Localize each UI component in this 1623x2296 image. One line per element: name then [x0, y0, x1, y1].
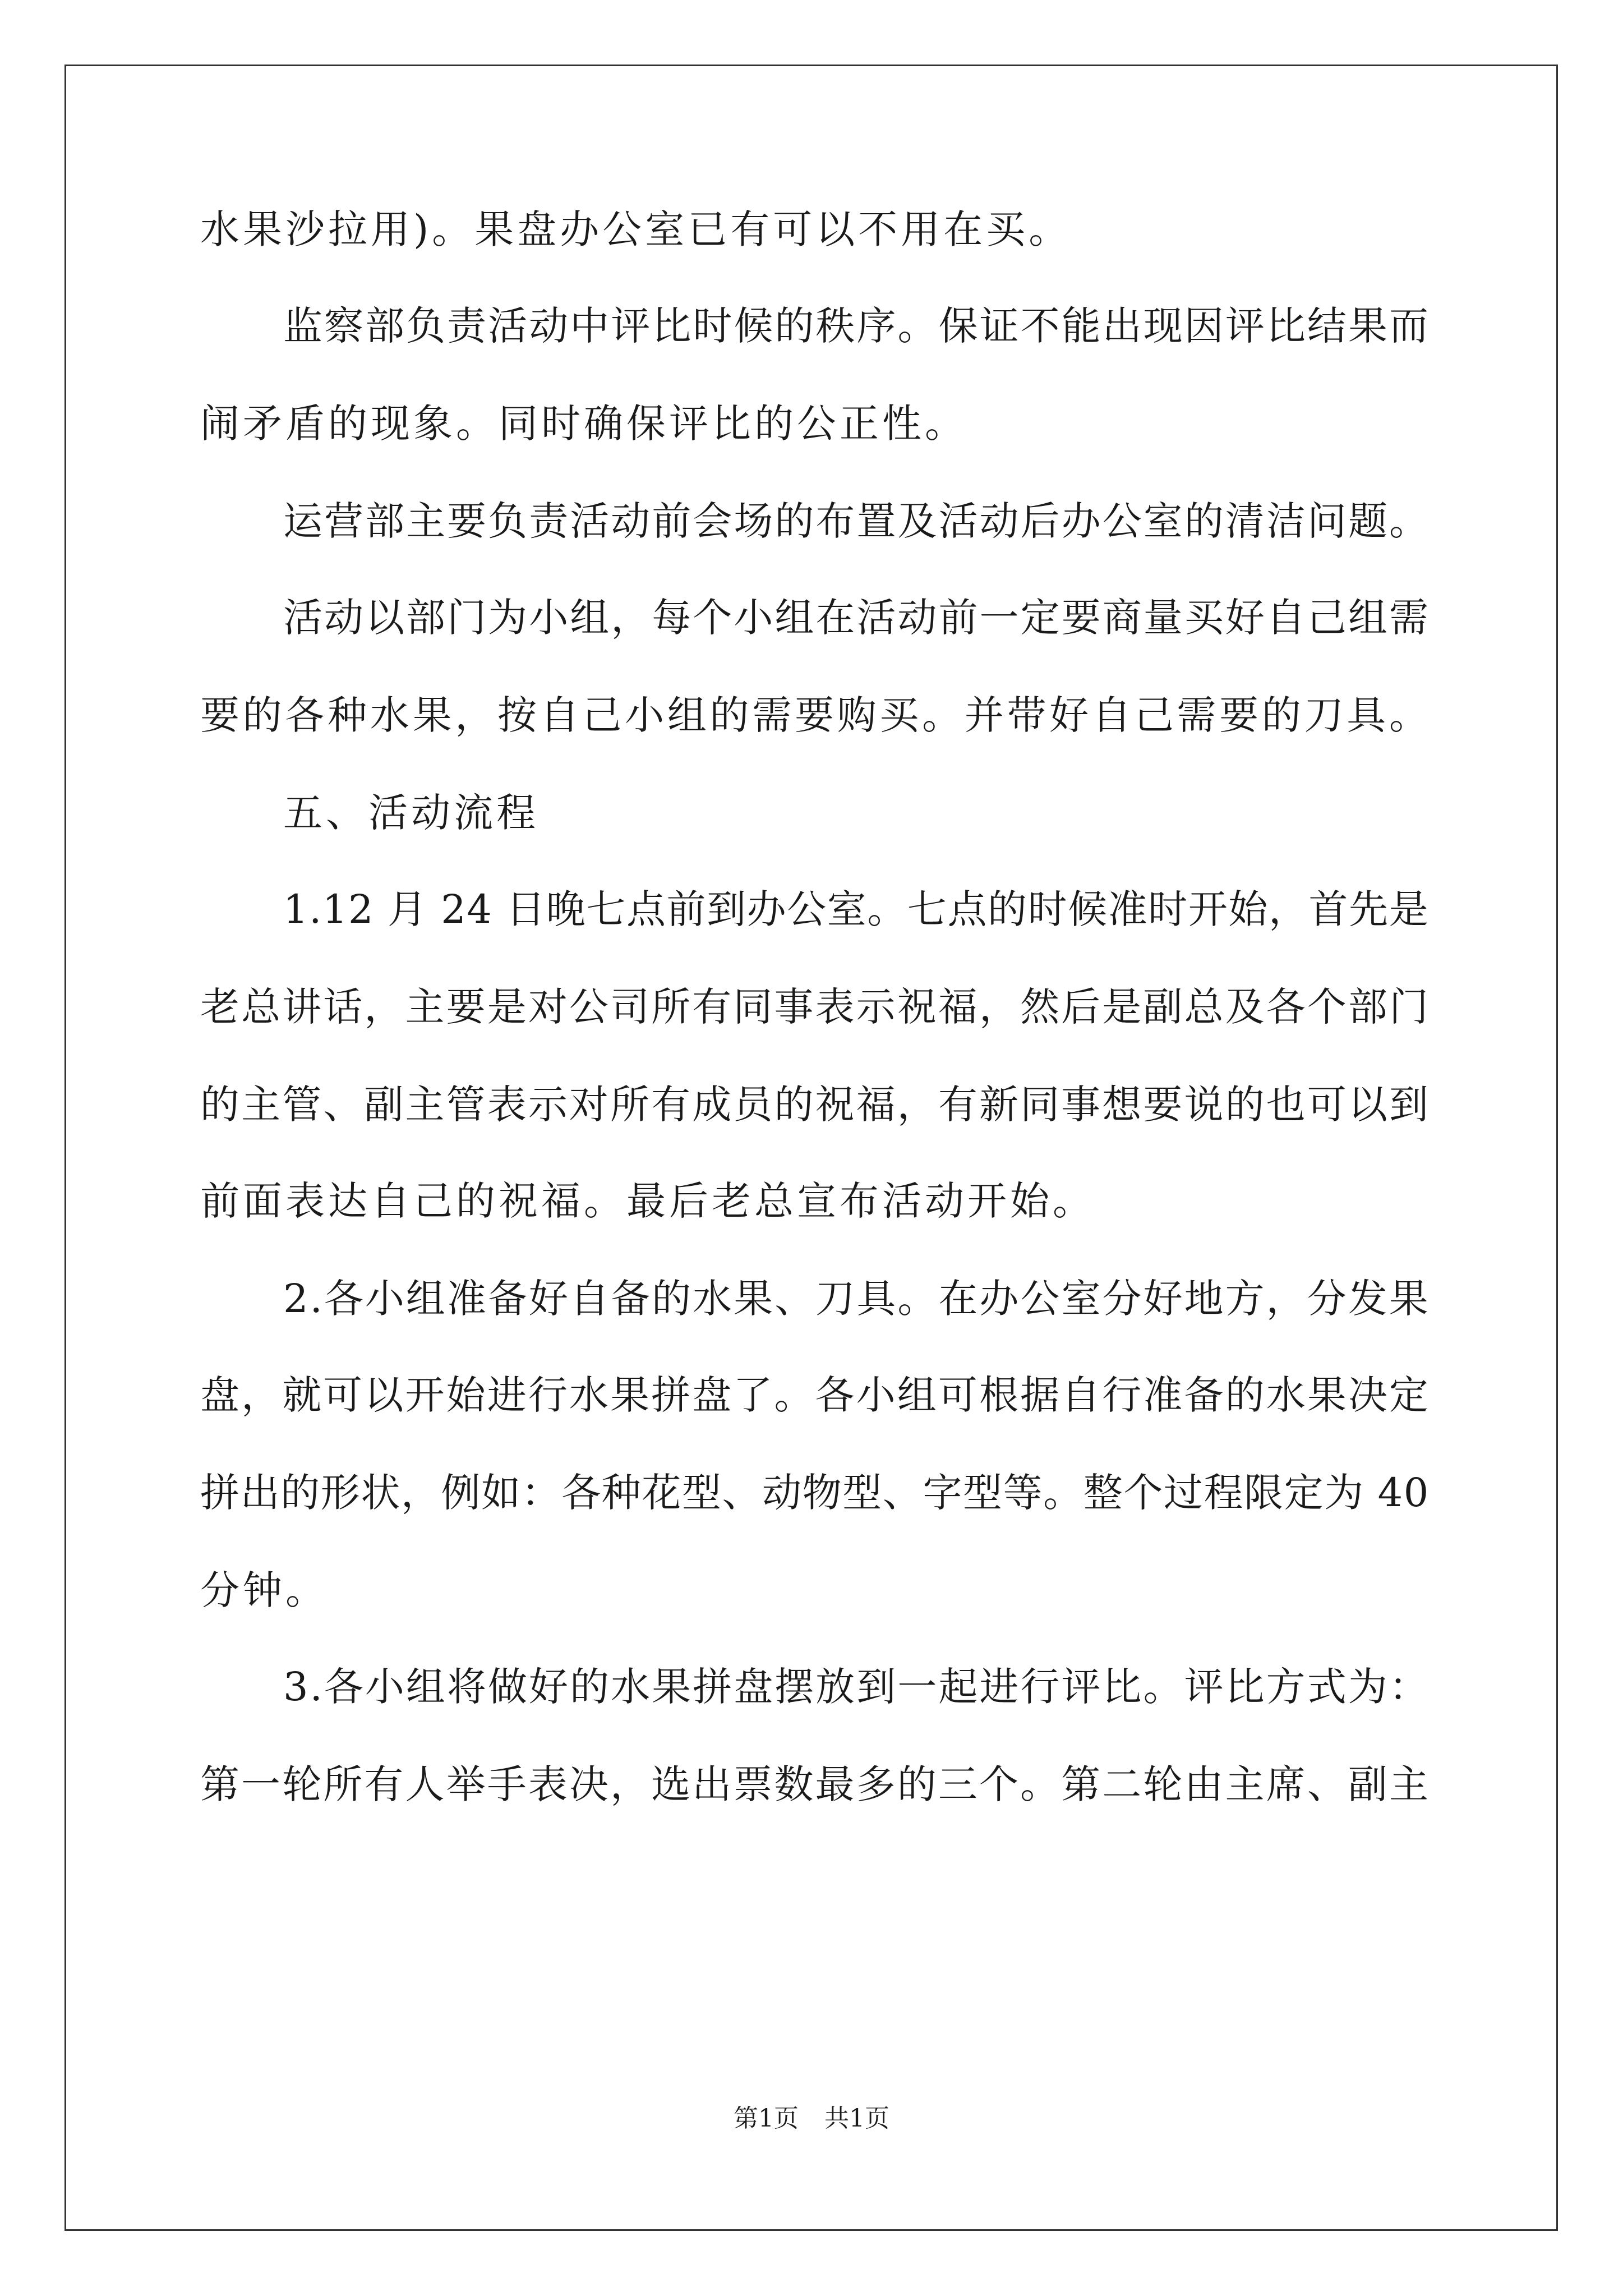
text-line: 老总讲话，主要是对公司所有同事表示祝福，然后是副总及各个部门 [200, 984, 1431, 1030]
page-number: 第1页 [734, 2104, 799, 2133]
text-line: 2.各小组准备好自备的水果、刀具。在办公室分好地方，分发果 [283, 1276, 1430, 1322]
text-line: 分钟。 [200, 1567, 328, 1613]
text-line: 要的各种水果，按自己小组的需要购买。并带好自己需要的刀具。 [200, 692, 1432, 738]
text-line: 活动以部门为小组，每个小组在活动前一定要商量买好自己组需 [283, 595, 1431, 641]
text-line: 运营部主要负责活动前会场的布置及活动后办公室的清洁问题。 [283, 498, 1431, 544]
text-line: 的主管、副主管表示对所有成员的祝福，有新同事想要说的也可以到 [200, 1082, 1431, 1128]
page-footer [0, 2105, 1623, 2133]
text-line: 前面表达自己的祝福。最后老总宣布活动开始。 [200, 1178, 1095, 1224]
text-line: 1.12 月 24 日晚七点前到办公室。七点的时候准时开始，首先是 [283, 886, 1430, 932]
text-line: 盘，就可以开始进行水果拼盘了。各小组可根据自行准备的水果决定 [200, 1372, 1431, 1418]
text-line: 监察部负责活动中评比时候的秩序。保证不能出现因评比结果而 [283, 303, 1431, 349]
text-line: 第一轮所有人举手表决，选出票数最多的三个。第二轮由主席、副主 [200, 1761, 1431, 1807]
section-heading: 五、活动流程 [283, 790, 539, 836]
text-line: 闹矛盾的现象。同时确保评比的公正性。 [200, 401, 967, 447]
text-line: 水果沙拉用)。果盘办公室已有可以不用在买。 [200, 206, 1072, 252]
text-line: 3.各小组将做好的水果拼盘摆放到一起进行评比。评比方式为： [283, 1664, 1430, 1710]
text-line: 拼出的形状，例如：各种花型、动物型、字型等。整个过程限定为 40 [200, 1470, 1430, 1516]
page-total: 共1页 [824, 2104, 889, 2133]
page-border [64, 65, 1558, 2231]
